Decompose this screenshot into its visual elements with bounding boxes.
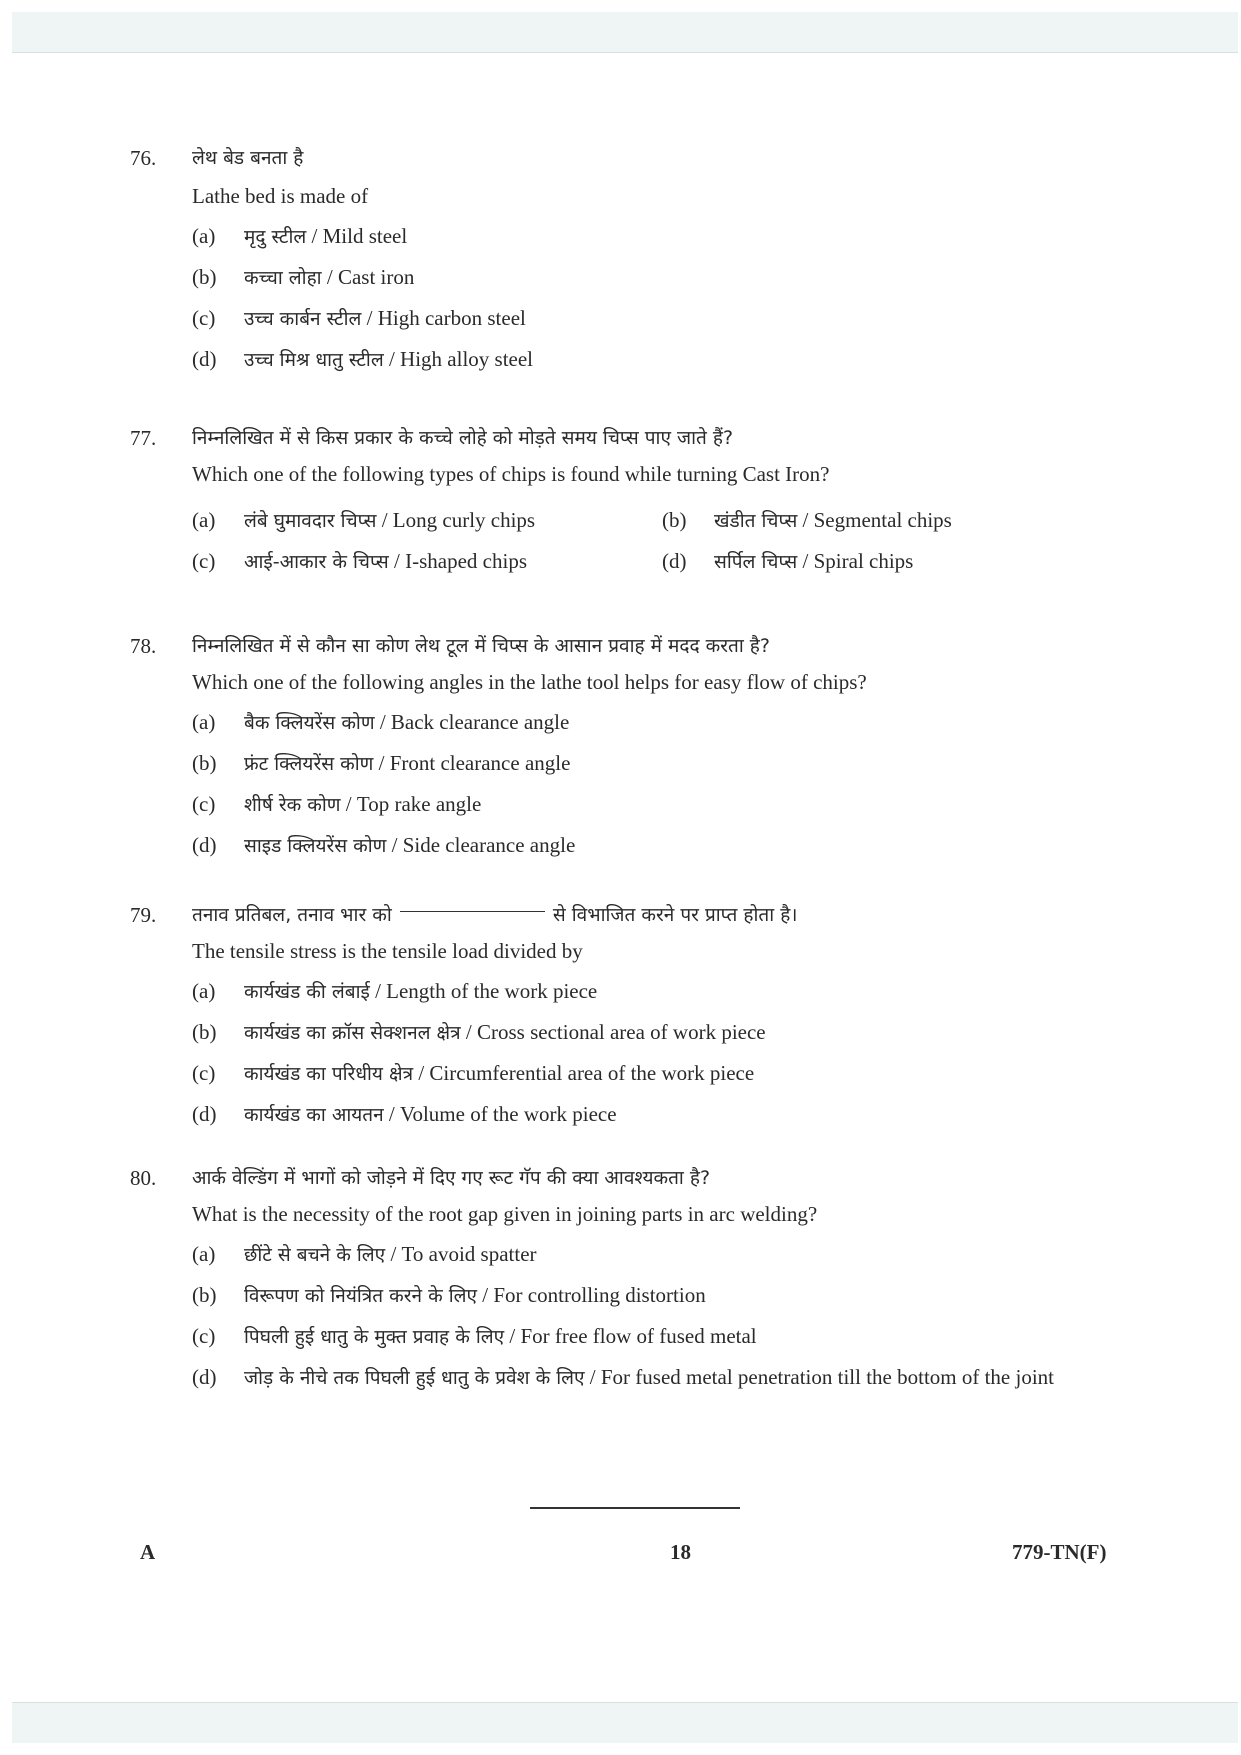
option-hindi: पिघली हुई धातु के मुक्त प्रवाह के लिए [244,1326,505,1348]
option-hindi: उच्च मिश्र धातु स्टील [244,349,384,371]
question-hindi-part: तनाव प्रतिबल, तनाव भार को [192,904,398,926]
question-hindi: आर्क वेल्डिंग में भागों को जोड़ने में दिए गए रूट गॅप की क्या आवश्यकता है? [192,1167,711,1189]
option-english: / High alloy steel [383,347,534,371]
option-english: / Top rake angle [340,792,482,816]
option-label: (a) [192,979,216,1003]
option-hindi: विरूपण को नियंत्रित करने के लिए [244,1285,478,1307]
option-english: / For controlling distortion [477,1283,706,1307]
option-english: / Side clearance angle [386,833,576,857]
end-divider [530,1507,740,1509]
option-english: / Cast iron [321,265,415,289]
option-a [192,978,1130,1005]
option-english: / For fused metal penetration till the bottom of the joint [584,1365,1055,1389]
option-hindi: बैक क्लियरेंस कोण [244,712,375,734]
option-english: / High carbon steel [361,306,526,330]
option-hindi: आई-आकार के चिप्स [244,551,389,573]
option-label: (b) [192,1283,217,1307]
scan-edge-top [12,12,1238,53]
option-label: (b) [192,751,217,775]
option-hindi: खंडीत चिप्स [714,510,798,532]
option-b [662,507,1132,534]
option-label: (c) [192,1324,216,1348]
option-label: (c) [192,1061,216,1085]
option-hindi: मृदु स्टील [244,226,307,248]
option-english: / Volume of the work piece [383,1102,617,1126]
option-hindi: कार्यखंड का आयतन [244,1104,384,1126]
option-label: (d) [192,833,217,857]
option-a [192,507,662,534]
question-hindi: लेथ बेड बनता है [192,147,304,169]
option-label: (d) [662,549,687,573]
question-79 [130,902,1130,1128]
series-label: A [140,1540,156,1564]
question-hindi: निम्नलिखित में से कौन सा कोण लेथ टूल में चिप्स के आसान प्रवाह में मदद करता है? [192,635,770,657]
option-label: (c) [192,792,216,816]
option-english: / Segmental chips [797,508,952,532]
option-d [192,1101,1130,1128]
option-hindi: शीर्ष रेक कोण [244,794,341,816]
question-hindi-part: से विभाजित करने पर प्राप्त होता है। [546,904,798,926]
option-c [192,1323,1130,1350]
question-number: 76. [130,146,157,170]
question-english: What is the necessity of the root gap given in joining parts in arc welding? [192,1202,818,1226]
fill-in-blank [400,911,545,912]
option-hindi: कार्यखंड की लंबाई [244,981,370,1003]
option-c [192,305,1130,332]
option-english: / Cross sectional area of work piece [460,1020,766,1044]
option-c [192,548,662,575]
question-english: Which one of the following types of chips is found while turning Cast Iron? [192,462,830,486]
option-b [192,750,1130,777]
option-d [192,346,1130,373]
option-b [192,264,1130,291]
question-english: Lathe bed is made of [192,184,369,208]
question-hindi: निम्नलिखित में से किस प्रकार के कच्चे लोहे को मोड़ते समय चिप्स पाए जाते हैं? [192,427,734,449]
question-80 [130,1165,1130,1391]
question-english: Which one of the following angles in the lathe tool helps for easy flow of chips? [192,670,867,694]
option-label: (a) [192,710,216,734]
option-hindi: साइड क्लियरेंस कोण [244,835,387,857]
option-hindi: कार्यखंड का परिधीय क्षेत्र [244,1063,414,1085]
page-number: 18 [670,1540,691,1564]
option-english: / Front clearance angle [373,751,571,775]
option-hindi: फ्रंट क्लियरेंस कोण [244,753,374,775]
option-b [192,1282,1130,1309]
option-a [192,1241,1130,1268]
option-label: (a) [192,508,216,532]
option-label: (b) [192,265,217,289]
scan-edge-bottom [12,1702,1238,1743]
option-a [192,709,1130,736]
option-a [192,223,1130,250]
question-number: 79. [130,903,157,927]
option-hindi: लंबे घुमावदार चिप्स [244,510,377,532]
question-number: 80. [130,1166,157,1190]
option-c [192,1060,1130,1087]
question-77 [130,425,1130,575]
option-hindi: जोड़ के नीचे तक पिघली हुई धातु के प्रवेश के लिए [244,1367,585,1389]
option-english: / Length of the work piece [369,979,598,1003]
option-hindi: सर्पिल चिप्स [714,551,798,573]
option-d [192,1364,1130,1391]
option-label: (c) [192,549,216,573]
option-english: / Back clearance angle [374,710,570,734]
option-hindi: छींटे से बचने के लिए [244,1244,386,1266]
question-76 [130,145,1130,373]
option-label: (b) [192,1020,217,1044]
option-hindi: कार्यखंड का क्रॉस सेक्शनल क्षेत्र [244,1022,461,1044]
option-c [192,791,1130,818]
option-label: (b) [662,508,687,532]
option-label: (c) [192,306,216,330]
question-english: The tensile stress is the tensile load divided by [192,939,583,963]
option-label: (d) [192,1102,217,1126]
option-hindi: उच्च कार्बन स्टील [244,308,362,330]
question-number: 77. [130,426,157,450]
option-english: / Mild steel [306,224,408,248]
option-label: (d) [192,1365,217,1389]
option-english: / I-shaped chips [388,549,527,573]
option-label: (a) [192,1242,216,1266]
option-english: / For free flow of fused metal [504,1324,757,1348]
question-hindi [192,902,1130,928]
option-d [192,832,1130,859]
option-b [192,1019,1130,1046]
question-number: 78. [130,634,157,658]
option-english: / Circumferential area of the work piece [413,1061,755,1085]
option-english: / To avoid spatter [385,1242,537,1266]
question-78 [130,633,1130,859]
option-label: (d) [192,347,217,371]
option-label: (a) [192,224,216,248]
option-english: / Spiral chips [797,549,914,573]
option-d [662,548,1132,575]
paper-code: 779-TN(F) [1012,1540,1107,1564]
option-english: / Long curly chips [376,508,536,532]
option-hindi: कच्चा लोहा [244,267,322,289]
